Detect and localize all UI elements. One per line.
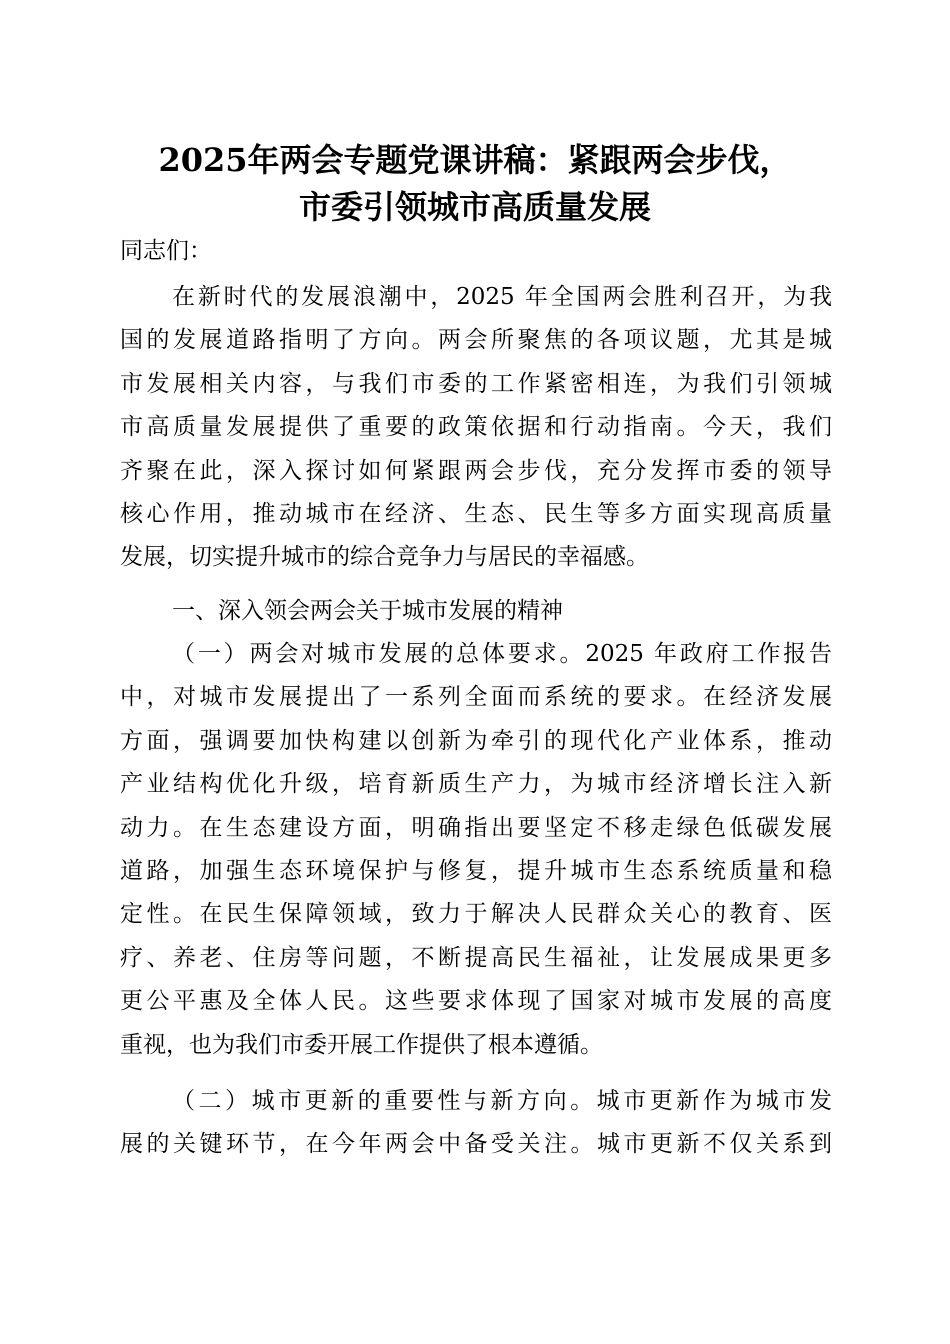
salutation: 同志们： (120, 238, 212, 264)
paragraph-line: 定性。在民生保障领域，致力于解决人民群众关心的教育、医 (120, 901, 832, 928)
paragraph-line: 国的发展道路指明了方向。两会所聚焦的各项议题，尤其是城 (120, 327, 832, 354)
paragraph-line: 产业结构优化升级，培育新质生产力，为城市经济增长注入新 (120, 771, 832, 798)
section-1-heading (120, 590, 832, 633)
paragraph-line: 道路，加强生态环境保护与修复，提升城市生态系统质量和稳 (120, 857, 832, 884)
document-title-line-2: 市委引领城市高质量发展 (298, 188, 651, 226)
paragraph-line: 市发展相关内容，与我们市委的工作紧密相连，为我们引领城 (120, 370, 832, 397)
paragraph-line: 在新时代的发展浪潮中，2025 年全国两会胜利召开，为我 (172, 284, 832, 310)
paragraph-line: （二）城市更新的重要性与新方向。城市更新作为城市发 (172, 1088, 832, 1114)
paragraph-line: 市高质量发展提供了重要的政策依据和行动指南。今天，我们 (120, 414, 832, 441)
paragraph-line: 疗、养老、住房等问题，不断提高民生福祉，让发展成果更多 (120, 944, 832, 971)
paragraph-line: （一）两会对城市发展的总体要求。2025 年政府工作报告 (172, 641, 832, 667)
intro-paragraph (120, 276, 832, 580)
paragraph-line: 核心作用，推动城市在经济、生态、民生等多方面实现高质量 (120, 500, 832, 527)
paragraph-line: 方面，强调要加快构建以创新为牵引的现代化产业体系，推动 (120, 727, 832, 754)
subsection-2-paragraph (120, 1080, 832, 1167)
section-heading-text: 一、深入领会两会关于城市发展的精神 (172, 598, 563, 624)
paragraph-line: 动力。在生态建设方面，明确指出要坚定不移走绿色低碳发展 (120, 814, 832, 841)
paragraph-line: 中，对城市发展提出了一系列全面而系统的要求。在经济发展 (120, 684, 832, 711)
subsection-1-paragraph (120, 633, 832, 1067)
paragraph-line: 发展，切实提升城市的综合竞争力与居民的幸福感。 (120, 544, 649, 571)
paragraph-line: 齐聚在此，深入探讨如何紧跟两会步伐，充分发挥市委的领导 (120, 457, 832, 484)
paragraph-line: 展的关键环节，在今年两会中备受关注。城市更新不仅关系到 (120, 1131, 832, 1158)
paragraph-line: 更公平惠及全体人民。这些要求体现了国家对城市发展的高度 (120, 988, 832, 1015)
document-title-line-1: 2025年两会专题党课讲稿：紧跟两会步伐， (158, 141, 792, 179)
paragraph-line: 重视，也为我们市委开展工作提供了根本遵循。 (120, 1031, 603, 1058)
